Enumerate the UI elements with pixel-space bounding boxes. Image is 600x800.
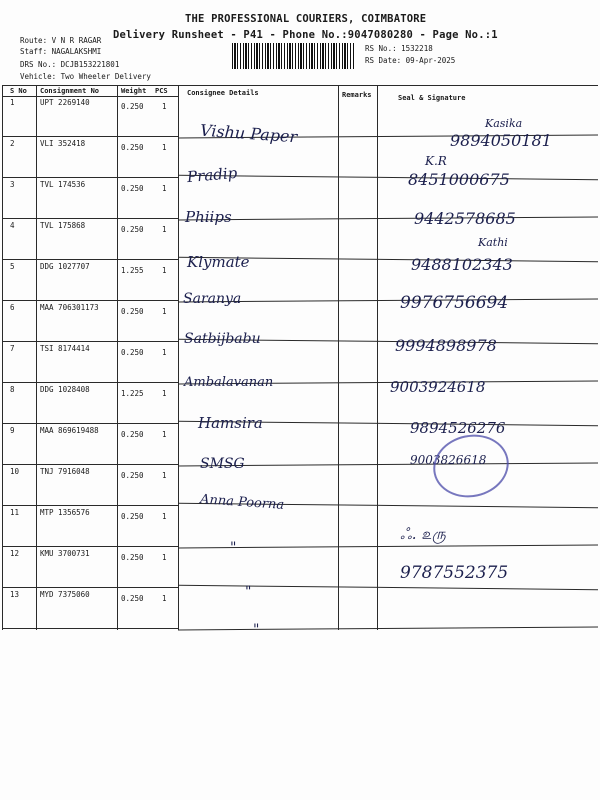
consignee-handwriting: SMSG: [200, 456, 245, 472]
cell-sno: 10: [10, 467, 20, 476]
row-divider: [178, 585, 598, 590]
col-border-left: [2, 85, 3, 630]
row-divider: [2, 587, 178, 588]
signature-phone: 9894050181: [450, 131, 552, 150]
cell-weight: 0.250: [121, 594, 144, 603]
cell-sno: 11: [10, 508, 20, 517]
signature-scrawl: ஃ. ௨ரு: [400, 525, 446, 543]
cell-weight: 0.250: [121, 553, 144, 562]
row-divider: [2, 177, 178, 178]
cell-pcs: 1: [162, 594, 167, 603]
signature-initials: Kathi: [478, 236, 508, 249]
col-header-seal: Seal & Signature: [398, 94, 466, 102]
row-divider: [2, 341, 178, 342]
cell-weight: 0.250: [121, 348, 144, 357]
row-divider: [2, 300, 178, 301]
row-divider: [2, 546, 178, 547]
cell-consignment: VLI 352418: [40, 139, 86, 148]
cell-pcs: 1: [162, 102, 167, 111]
ditto-mark: ": [230, 540, 237, 556]
col-border-consignment: [117, 85, 118, 630]
row-divider: [2, 259, 178, 260]
cell-consignment: MYD 7375060: [40, 590, 90, 599]
cell-weight: 0.250: [121, 307, 144, 316]
cell-sno: 6: [10, 303, 15, 312]
cell-pcs: 1: [162, 553, 167, 562]
cell-pcs: 1: [162, 512, 167, 521]
cell-sno: 9: [10, 426, 15, 435]
cell-consignment: MTP 1356576: [40, 508, 90, 517]
staff-label: Staff: NAGALAKSHMI: [20, 47, 102, 56]
cell-consignment: DDG 1028408: [40, 385, 90, 394]
cell-consignment: UPT 2269140: [40, 98, 90, 107]
barcode: [232, 43, 355, 69]
cell-pcs: 1: [162, 225, 167, 234]
row-divider: [2, 464, 178, 465]
cell-consignment: TVL 175868: [40, 221, 86, 230]
cell-pcs: 1: [162, 184, 167, 193]
ditto-mark: ": [253, 622, 260, 638]
signature-phone: 9787552375: [400, 563, 509, 583]
rs-date: RS Date: 09-Apr-2025: [365, 56, 456, 65]
header-bottom-border: [2, 96, 178, 97]
cell-weight: 0.250: [121, 225, 144, 234]
vehicle-label: Vehicle: Two Wheeler Delivery: [20, 72, 151, 81]
col-header-pcs: PCS: [155, 87, 168, 95]
consignee-handwriting: Saranya: [183, 291, 242, 307]
row-divider: [2, 505, 178, 506]
row-divider: [178, 175, 598, 180]
cell-weight: 0.250: [121, 430, 144, 439]
cell-weight: 0.250: [121, 184, 144, 193]
cell-consignment: KMU 3700731: [40, 549, 90, 558]
table-top-border: [2, 85, 598, 86]
cell-sno: 2: [10, 139, 15, 148]
cell-consignment: MAA 706301173: [40, 303, 99, 312]
signature-phone: 9994898978: [395, 336, 497, 355]
drs-label: DRS No.: DCJB153221801: [20, 60, 120, 69]
cell-consignment: DDG 1027707: [40, 262, 90, 271]
consignee-handwriting: Pradip: [186, 163, 238, 187]
cell-consignment: TVL 174536: [40, 180, 86, 189]
route-label: Route: V N R RAGAR: [20, 36, 102, 45]
cell-weight: 0.250: [121, 512, 144, 521]
consignee-handwriting: Vishu Paper: [199, 120, 298, 147]
row-divider: [2, 382, 178, 383]
consignee-handwriting: Hamsira: [198, 414, 263, 432]
col-header-weight: Weight: [121, 87, 147, 95]
cell-sno: 4: [10, 221, 15, 230]
cell-weight: 1.255: [121, 266, 144, 275]
cell-weight: 0.250: [121, 143, 144, 152]
signature-phone: 9488102343: [411, 255, 513, 274]
col-header-sno: S No: [10, 87, 27, 95]
cell-sno: 3: [10, 180, 15, 189]
col-border-consignee: [338, 85, 339, 630]
row-divider: [178, 627, 598, 631]
col-border-remarks: [377, 85, 378, 630]
row-divider: [2, 628, 178, 629]
col-header-remarks: Remarks: [342, 91, 372, 99]
cell-pcs: 1: [162, 471, 167, 480]
cell-pcs: 1: [162, 307, 167, 316]
row-divider: [178, 217, 598, 221]
ditto-mark: ": [245, 584, 252, 600]
signature-phone: 9003924618: [390, 378, 486, 396]
signature-phone: 9442578685: [414, 209, 516, 228]
consignee-handwriting: Ambalavanan: [184, 375, 274, 390]
cell-pcs: 1: [162, 266, 167, 275]
cell-consignment: MAA 869619488: [40, 426, 99, 435]
rs-number: RS No.: 1532218: [365, 44, 433, 53]
cell-sno: 1: [10, 98, 15, 107]
signature-initials: K.R: [425, 154, 447, 168]
consignee-handwriting: Phiips: [185, 208, 232, 226]
runsheet-table: [0, 85, 600, 645]
cell-sno: 5: [10, 262, 15, 271]
cell-weight: 0.250: [121, 471, 144, 480]
col-header-consignment: Consignment No: [40, 87, 100, 95]
col-header-consignee: Consignee Details: [187, 89, 259, 97]
cell-sno: 8: [10, 385, 15, 394]
consignee-handwriting: Klymate: [187, 253, 250, 271]
cell-sno: 12: [10, 549, 20, 558]
col-border-sno: [36, 85, 37, 630]
row-divider: [178, 545, 598, 549]
signature-phone: 8451000675: [408, 170, 510, 189]
cell-pcs: 1: [162, 348, 167, 357]
signature-phone: 9894526276: [410, 419, 506, 437]
row-divider: [2, 423, 178, 424]
cell-consignment: TNJ 7916048: [40, 467, 90, 476]
consignee-handwriting: Anna Poorna: [199, 492, 285, 513]
cell-sno: 7: [10, 344, 15, 353]
consignee-handwriting: Satbijbabu: [184, 331, 261, 347]
document-subtitle: Delivery Runsheet - P41 - Phone No.:9047080280 - Page No.:1: [113, 29, 498, 41]
cell-pcs: 1: [162, 430, 167, 439]
signature-phone: 9003826618: [410, 453, 487, 467]
cell-pcs: 1: [162, 389, 167, 398]
row-divider: [2, 136, 178, 137]
cell-pcs: 1: [162, 143, 167, 152]
document-title: THE PROFESSIONAL COURIERS, COIMBATORE: [185, 13, 427, 25]
row-divider: [2, 218, 178, 219]
cell-sno: 13: [10, 590, 20, 599]
signature-phone: 9976756694: [400, 293, 509, 313]
signature-initials: Kasika: [485, 117, 523, 130]
cell-weight: 1.225: [121, 389, 144, 398]
cell-consignment: TSI 8174414: [40, 344, 90, 353]
cell-weight: 0.250: [121, 102, 144, 111]
